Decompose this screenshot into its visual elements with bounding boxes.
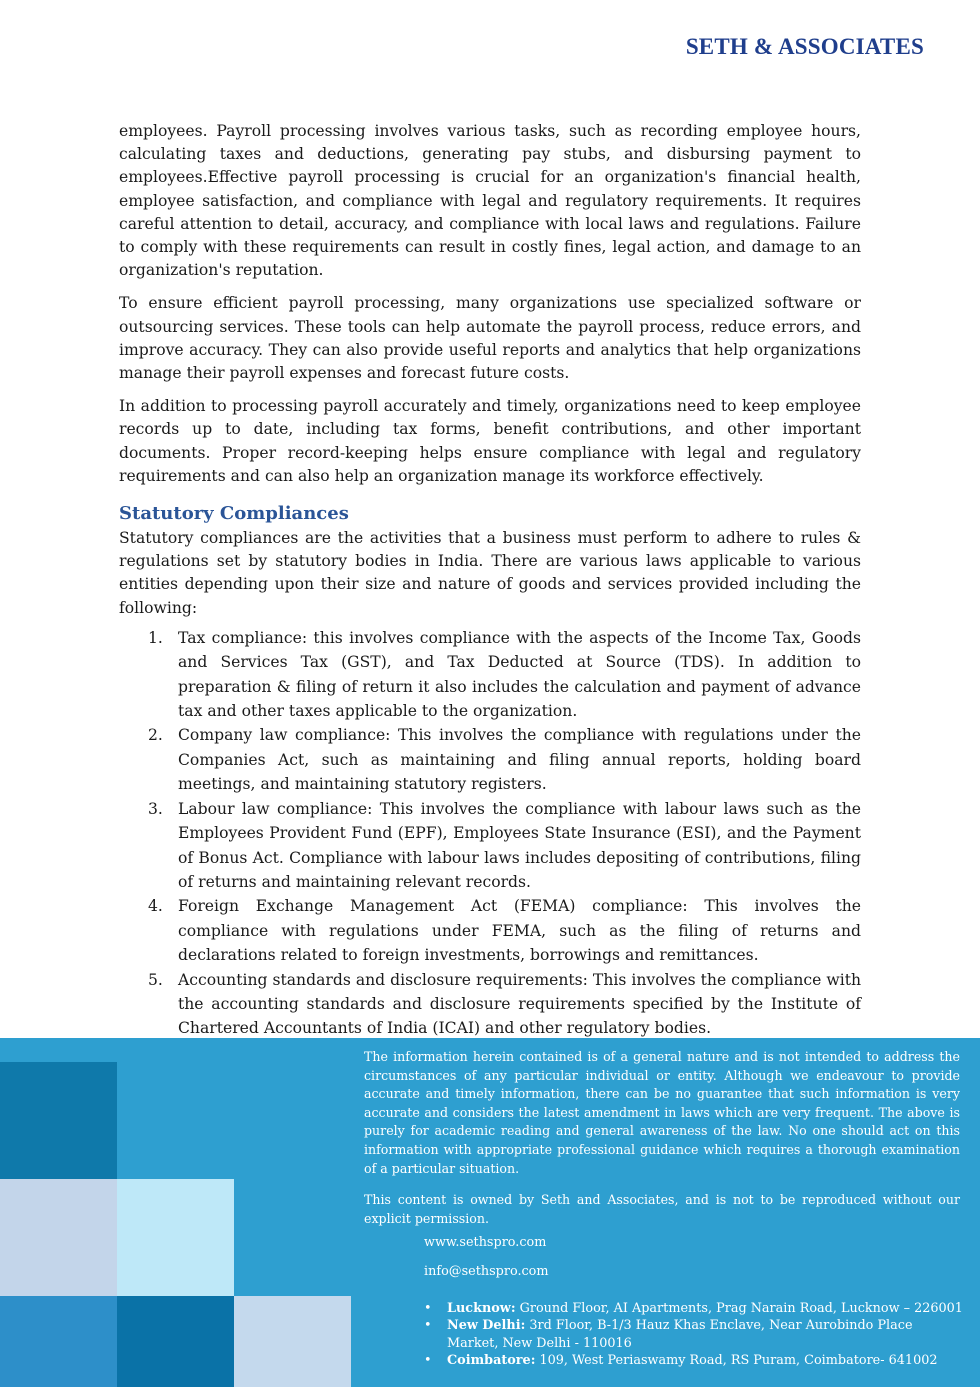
bullet-icon: • — [424, 1353, 432, 1369]
office-city: Coimbatore: — [447, 1353, 536, 1369]
list-number: 2. — [148, 726, 163, 745]
office-address: Ground Floor, AI Apartments, Prag Narain Road, Lucknow – 226001 — [515, 1301, 963, 1316]
email-link[interactable]: info@sethspro.com — [424, 1264, 549, 1279]
brand-logo-text: SETH & ASSOCIATES — [685, 34, 924, 59]
list-number: 5. — [148, 970, 163, 989]
disclaimer-text: The information herein contained is of a general nature and is not intended to address the circumstances of any particular individual or entity. Although we endeavour to provide accurate and timely information, there can be no guarantee that such information is very accurate and considers the latest amendment in laws which are very frequent. The above is purely for academic reading and general awareness of the law. No one should act on this information with appropriate professional guidance which requires a thorough examination of a particular situation. — [364, 1049, 960, 1176]
decorative-square — [117, 1296, 234, 1387]
footer-banner — [0, 1038, 980, 1387]
paragraph: In addition to processing payroll accurately and timely, organizations need to keep employee records up to date, including tax forms, benefit contributions, and other important documents. Proper record-keeping helps ensure compliance with legal and regulatory requirements and can also help an organization manage its workforce effectively. — [119, 397, 861, 485]
contact-links — [424, 1235, 549, 1293]
list-item — [119, 626, 861, 724]
paragraph: To ensure efficient payroll processing, many organizations use specialized software or outsourcing services. These tools can help automate the payroll process, reduce errors, and improve accuracy. They can also provide useful reports and analytics that help organizations manage their payroll expenses and forecast future costs. — [119, 294, 861, 383]
bullet-icon: • — [424, 1318, 432, 1334]
section-intro: Statutory compliances are the activities that a business must perform to adhere to rules & regulations set by statutory bodies in India. There are various laws applicable to various entities depending upon their size and nature of goods and services provided including the following: — [119, 529, 861, 617]
office-address: 3rd Floor, B-1/3 Hauz Khas Enclave, Near Aurobindo Place Market, New Delhi - 110016 — [447, 1318, 913, 1351]
list-text: Labour law compliance: This involves the compliance with labour laws such as the Employees Provident Fund (EPF), Employees State Insurance (ESI), and the Payment of Bonus Act. Compliance with labour laws includes depositing of contributions, filing of returns and maintaining relevant records. — [178, 799, 861, 891]
section-title: Statutory Compliances — [119, 503, 349, 525]
decorative-square — [234, 1296, 351, 1387]
list-item — [119, 968, 861, 1041]
office-address: 109, West Periaswamy Road, RS Puram, Coimbatore- 641002 — [535, 1353, 938, 1369]
decorative-square — [0, 1179, 117, 1296]
list-text: Tax compliance: this involves compliance with the aspects of the Income Tax, Goods and Services Tax (GST), and Tax Deducted at Source (TDS). In addition to preparation & filing of return it also includes the calculation and payment of advance tax and other taxes applicable to the organization. — [178, 628, 861, 721]
decorative-square — [0, 1062, 117, 1179]
list-text: Accounting standards and disclosure requirements: This involves the compliance with the accounting standards and disclosure requirements specified by the Institute of Chartered Accountants of India (ICAI) and other regulatory bodies. — [178, 970, 861, 1038]
list-number: 4. — [148, 897, 163, 916]
office-city: New Delhi: — [447, 1318, 526, 1334]
paragraph: employees. Payroll processing involves various tasks, such as recording employee hours, calculating taxes and deductions, generating pay stubs, and disbursing payment to employees.Effective payroll processing is crucial for an organization's financial health, employee satisfaction, and compliance with legal and regulatory requirements. It requires careful attention to detail, accuracy, and compliance with local laws and regulations. Failure to comply with these requirements can result in costly fines, legal action, and damage to an organization's reputation. — [119, 122, 861, 280]
disclaimer-block — [364, 1048, 960, 1241]
list-item — [119, 797, 861, 895]
compliance-list — [119, 626, 861, 1041]
office-city: Lucknow: — [447, 1301, 516, 1316]
list-number: 3. — [148, 799, 163, 818]
ownership-text: This content is owned by Seth and Associates, and is not to be reproduced without our explicit permission. — [364, 1192, 960, 1226]
decorative-square — [117, 1179, 234, 1296]
office-addresses — [424, 1300, 964, 1370]
list-item — [119, 723, 861, 796]
list-item — [119, 894, 861, 967]
office-item — [424, 1300, 964, 1317]
list-text: Company law compliance: This involves the compliance with regulations under the Companies Act, such as maintaining and filing annual reports, holding board meetings, and maintaining statutory registers. — [178, 726, 861, 794]
decorative-square — [0, 1296, 117, 1387]
bullet-icon: • — [424, 1301, 432, 1316]
list-text: Foreign Exchange Management Act (FEMA) compliance: This involves the compliance with regulations under FEMA, such as the filing of returns and declarations related to foreign investments, borrowings and remittances. — [178, 897, 861, 965]
document-body — [119, 120, 861, 1041]
website-link[interactable]: www.sethspro.com — [424, 1235, 547, 1250]
office-item — [424, 1317, 964, 1352]
list-number: 1. — [148, 628, 163, 647]
office-item — [424, 1352, 964, 1369]
